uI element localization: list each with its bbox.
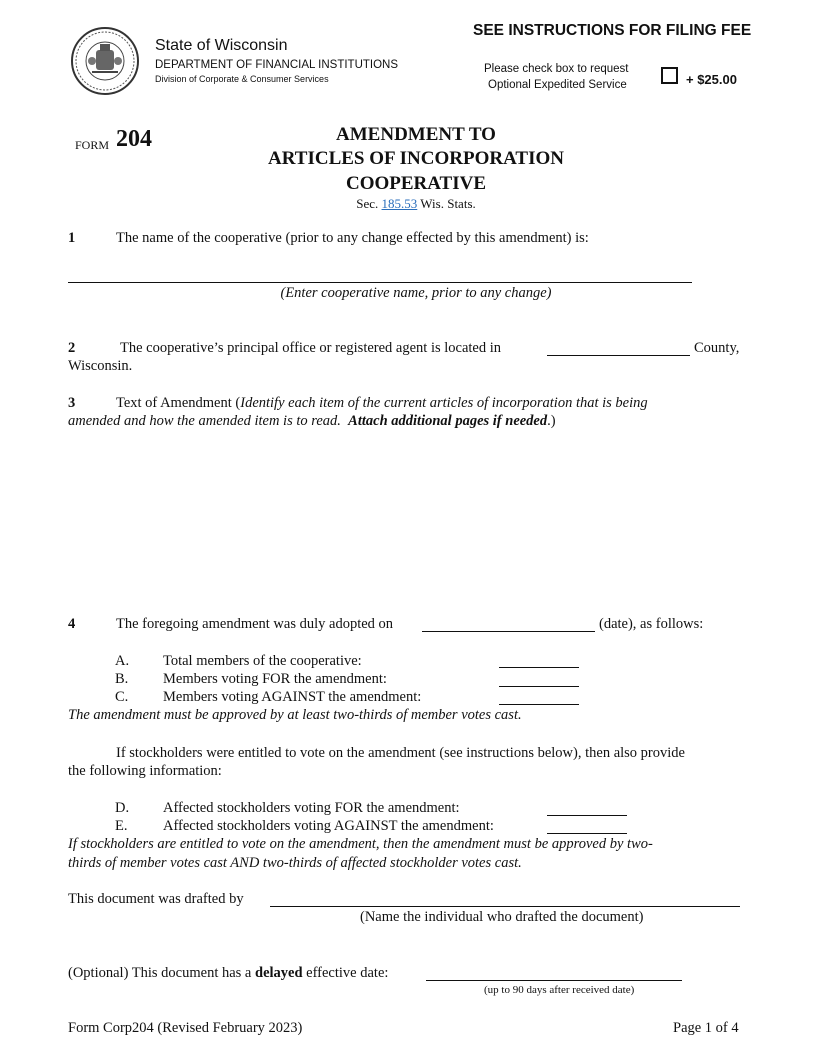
item-b-text: Members voting FOR the amendment:: [163, 671, 387, 687]
members-for-field[interactable]: [499, 686, 579, 687]
item-d-label: D.: [115, 800, 130, 816]
delayed-date-label: [68, 965, 388, 982]
division-name: Division of Corporate & Consumer Services: [155, 74, 329, 84]
state-name: State of Wisconsin: [155, 37, 288, 54]
delayed-date-caption: (up to 90 days after received date): [484, 984, 635, 996]
form-title-line3: COOPERATIVE: [345, 173, 487, 194]
stock-note-line1: If stockholders are entitled to vote on the amendment, then the amendment must be approved by two-: [68, 836, 653, 852]
section1-text: The name of the cooperative (prior to any change effected by this amendment) is:: [116, 230, 589, 246]
expedited-line2: Optional Expedited Service: [488, 79, 627, 91]
total-members-field[interactable]: [499, 667, 579, 668]
filing-fee-notice: SEE INSTRUCTIONS FOR FILING FEE: [473, 22, 752, 39]
drafted-by-field[interactable]: [270, 906, 740, 907]
expedited-line1: Please check box to request: [484, 63, 629, 75]
statute-prefix: Sec.: [356, 196, 379, 211]
footer-form-id: Form Corp204 (Revised February 2023): [68, 1020, 303, 1036]
statute-link[interactable]: 185.53: [381, 196, 418, 211]
drafted-by-caption: (Name the individual who drafted the document): [360, 909, 644, 925]
form-title-line2: ARTICLES OF INCORPORATION: [268, 148, 564, 169]
expedited-service-checkbox[interactable]: [661, 67, 678, 84]
approval-note: The amendment must be approved by at least two-thirds of member votes cast.: [68, 707, 522, 723]
adoption-date-field[interactable]: [422, 631, 595, 632]
section3-closing: .): [547, 413, 556, 429]
item-d-text: Affected stockholders voting FOR the amendment:: [163, 800, 460, 816]
section4-date-suffix: (date), as follows:: [599, 616, 704, 632]
delayed-date-field[interactable]: [426, 980, 682, 981]
delayed-before: (Optional) This document has a: [68, 965, 252, 981]
section3-italic1: Identify each item of the current articles of incorporation that is being: [240, 395, 648, 411]
item-b-label: B.: [115, 671, 129, 687]
expedited-fee: + $25.00: [686, 72, 737, 87]
section3-number: 3: [68, 395, 76, 411]
form-title-line1: AMENDMENT TO: [336, 124, 496, 145]
department-name: DEPARTMENT OF FINANCIAL INSTITUTIONS: [155, 59, 399, 71]
section3-italic2: amended and how the amended item is to read.: [68, 413, 341, 429]
section3-line1: [116, 395, 648, 412]
statute-reference: [166, 196, 666, 212]
form-label: FORM: [75, 138, 110, 152]
section4-number: 4: [68, 616, 76, 632]
stockholders-for-field[interactable]: [547, 815, 627, 816]
delayed-bold: delayed: [255, 965, 303, 981]
stockholder-line2: the following information:: [68, 763, 222, 779]
section1-caption: (Enter cooperative name, prior to any change): [280, 285, 552, 301]
cooperative-name-field[interactable]: [68, 282, 692, 283]
section3-lead: Text of Amendment (: [116, 395, 241, 411]
statute-suffix: Wis. Stats.: [420, 196, 476, 211]
section3-attach-note: Attach additional pages if needed: [348, 413, 548, 429]
county-field[interactable]: [547, 355, 690, 356]
section1-number: 1: [68, 230, 76, 246]
section2-county-label: County,: [694, 340, 740, 356]
section2-wisconsin: Wisconsin.: [68, 358, 133, 374]
item-a-text: Total members of the cooperative:: [163, 653, 362, 669]
stock-note-line2: thirds of member votes cast AND two-thirds of affected stockholder votes cast.: [68, 855, 522, 871]
item-e-label: E.: [115, 818, 128, 834]
footer-page-number: Page 1 of 4: [673, 1020, 739, 1036]
section4-text: The foregoing amendment was duly adopted on: [116, 616, 394, 632]
state-seal-icon: [70, 26, 140, 96]
item-e-text: Affected stockholders voting AGAINST the amendment:: [163, 818, 494, 834]
amendment-text-area[interactable]: [68, 436, 748, 596]
section2-number: 2: [68, 340, 76, 356]
drafted-by-label: This document was drafted by: [68, 891, 244, 907]
stockholders-against-field[interactable]: [547, 833, 627, 834]
members-against-field[interactable]: [499, 704, 579, 705]
item-a-label: A.: [115, 653, 130, 669]
form-number: 204: [116, 126, 152, 152]
stockholder-line1: If stockholders were entitled to vote on the amendment (see instructions below), then also provide: [116, 745, 685, 761]
section2-text: The cooperative’s principal office or registered agent is located in: [120, 340, 502, 356]
item-c-label: C.: [115, 689, 129, 705]
section3-line2: [68, 413, 556, 430]
delayed-after: effective date:: [306, 965, 389, 981]
item-c-text: Members voting AGAINST the amendment:: [163, 689, 422, 705]
